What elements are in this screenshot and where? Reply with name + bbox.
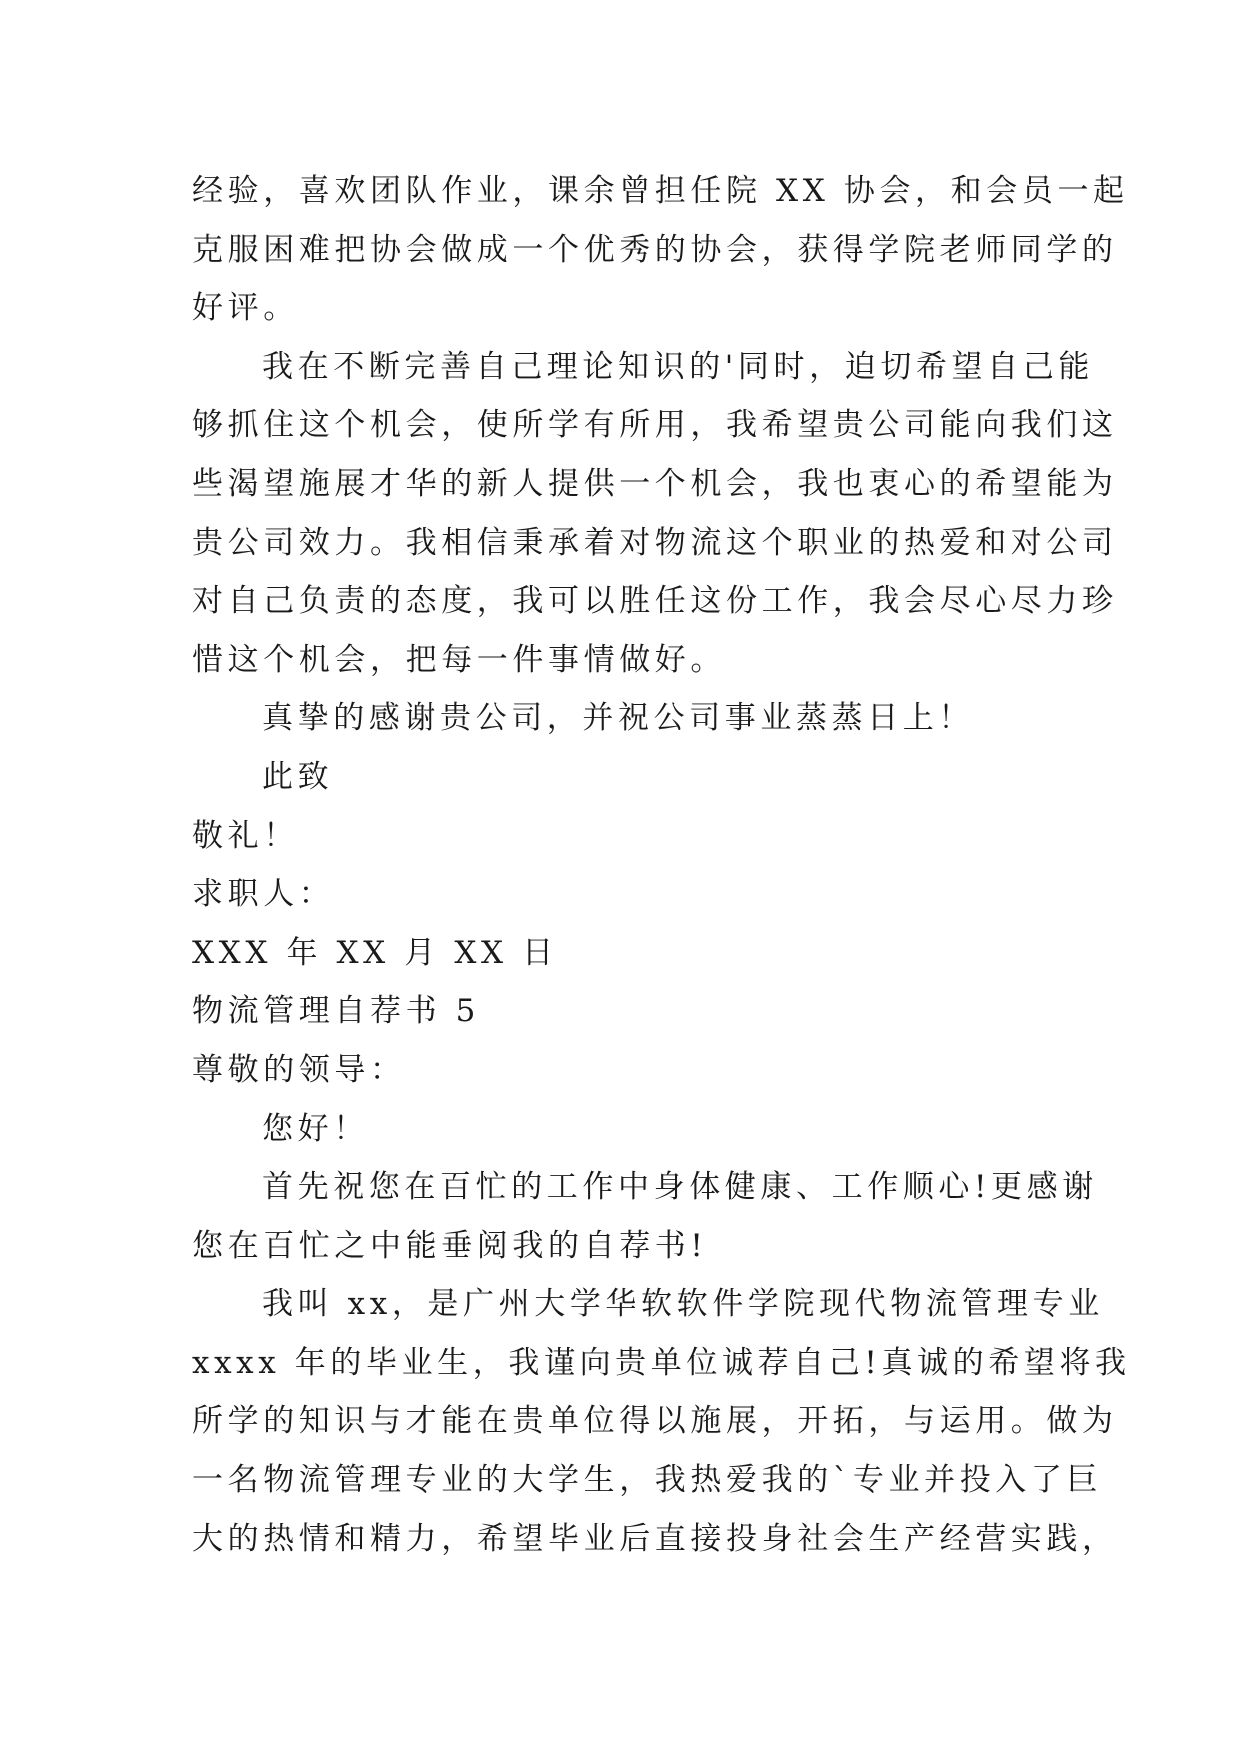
text-line: 物流管理自荐书 5 bbox=[192, 993, 480, 1030]
text-line: 尊敬的领导： bbox=[192, 1051, 406, 1088]
text-line: 所学的知识与才能在贵单位得以施展，开拓，与运用。做为 bbox=[192, 1403, 1118, 1440]
document-body bbox=[192, 162, 1131, 1568]
text-line: 此致 bbox=[262, 758, 334, 795]
text-line: 一名物流管理专业的大学生，我热爱我的`专业并投入了巨 bbox=[192, 1462, 1103, 1499]
text-line: 够抓住这个机会，使所学有所用，我希望贵公司能向我们这 bbox=[192, 407, 1118, 444]
text-line: 首先祝您在百忙的工作中身体健康、工作顺心!更感谢 bbox=[262, 1169, 1098, 1206]
text-line: 敬礼！ bbox=[192, 817, 299, 854]
text-line: xxxx 年的毕业生，我谨向贵单位诚荐自己!真诚的希望将我 bbox=[192, 1344, 1131, 1381]
text-line: XXX 年 XX 月 XX 日 bbox=[192, 934, 558, 971]
text-line: 经验，喜欢团队作业，课余曾担任院 XX 协会，和会员一起 bbox=[192, 173, 1129, 209]
text-line: 克服困难把协会做成一个优秀的协会，获得学院老师同学的 bbox=[192, 231, 1118, 268]
text-line: 大的热情和精力，希望毕业后直接投身社会生产经营实践， bbox=[192, 1520, 1118, 1557]
text-line: 些渴望施展才华的新人提供一个机会，我也衷心的希望能为 bbox=[192, 465, 1118, 502]
text-line: 对自己负责的态度，我可以胜任这份工作，我会尽心尽力珍 bbox=[192, 583, 1118, 620]
text-line: 贵公司效力。我相信秉承着对物流这个职业的热爱和对公司 bbox=[192, 524, 1118, 561]
text-line: 好评。 bbox=[192, 290, 299, 327]
text-line: 我在不断完善自己理论知识的'同时，迫切希望自己能 bbox=[262, 348, 1094, 385]
text-line: 求职人： bbox=[192, 876, 335, 913]
text-line: 惜这个机会，把每一件事情做好。 bbox=[192, 641, 726, 678]
text-line: 您好！ bbox=[262, 1110, 369, 1147]
text-line: 我叫 xx，是广州大学华软软件学院现代物流管理专业 bbox=[262, 1286, 1104, 1323]
text-line: 真挚的感谢贵公司，并祝公司事业蒸蒸日上！ bbox=[262, 700, 974, 737]
text-line: 您在百忙之中能垂阅我的自荐书! bbox=[192, 1227, 708, 1264]
